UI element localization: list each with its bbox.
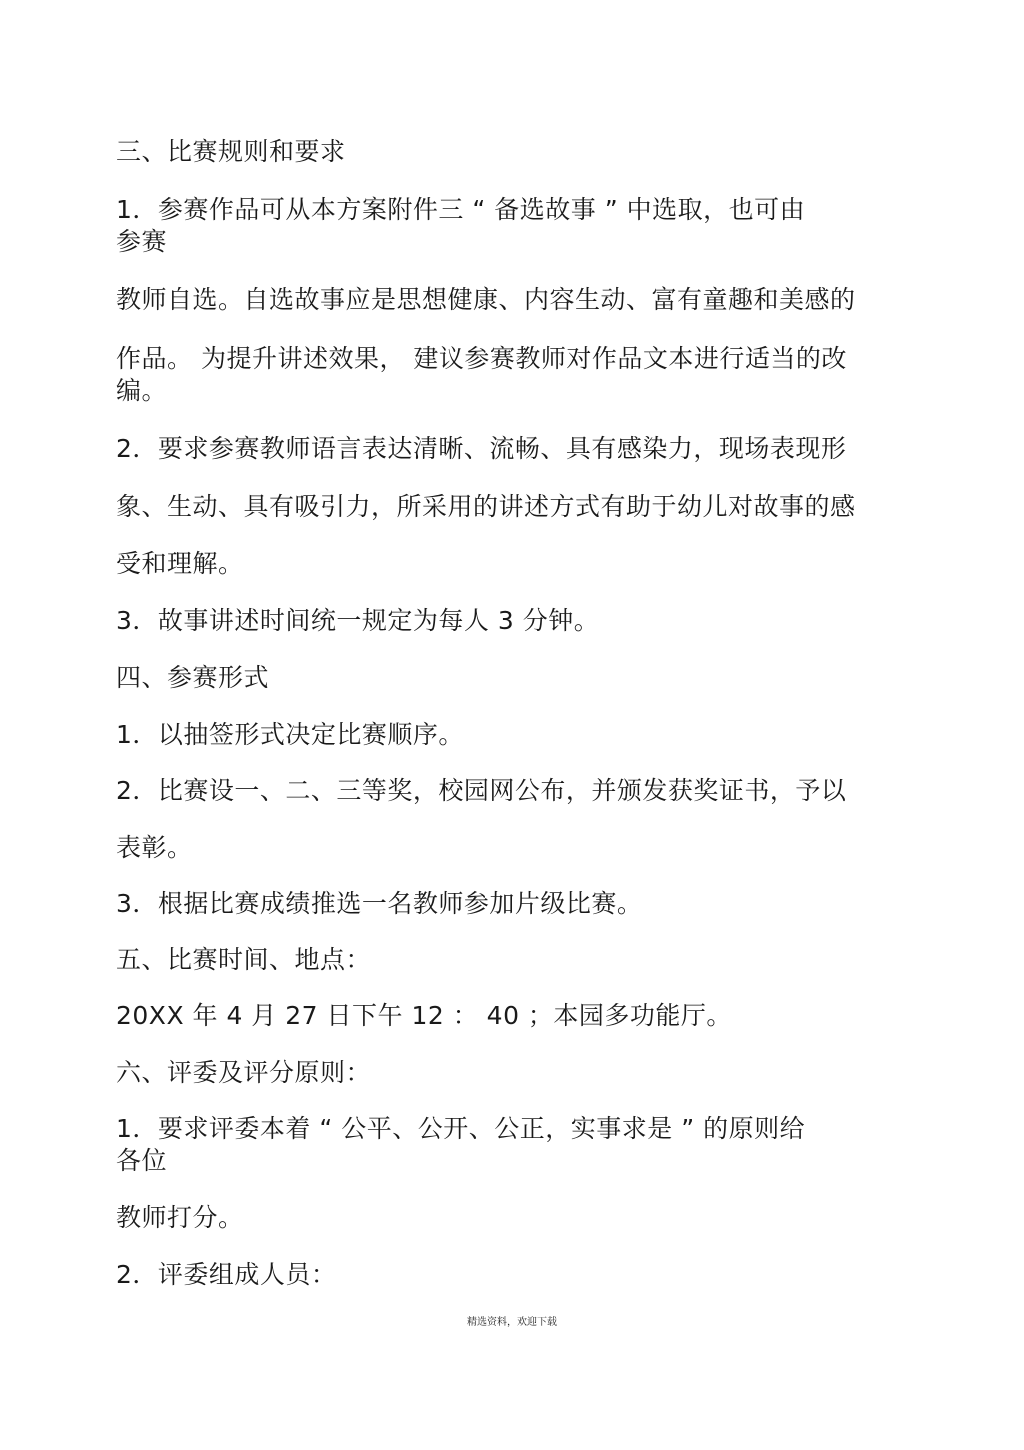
paragraph-line: 各位 — [116, 1146, 168, 1175]
paragraph-line: 3．故事讲述时间统一规定为每人 3 分钟。 — [116, 606, 600, 635]
paragraph-line: 教师自选。自选故事应是思想健康、内容生动、富有童趣和美感的 — [116, 285, 856, 314]
section-heading-judges: 六、评委及评分原则： — [116, 1058, 372, 1087]
paragraph-line: 1．以抽签形式决定比赛顺序。 — [116, 720, 464, 749]
paragraph-line: 2．要求参赛教师语言表达清晰、流畅、具有感染力，现场表现形 — [116, 434, 847, 463]
paragraph-line: 1．参赛作品可从本方案附件三 “ 备选故事 ” 中选取，也可由 — [116, 195, 806, 224]
section-heading-time-place: 五、比赛时间、地点： — [116, 945, 372, 974]
paragraph-line: 编。 — [116, 376, 168, 405]
section-heading-format: 四、参赛形式 — [116, 663, 270, 692]
section-heading-rules: 三、比赛规则和要求 — [116, 137, 346, 166]
paragraph-line: 3．根据比赛成绩推选一名教师参加片级比赛。 — [116, 889, 643, 918]
paragraph-line: 20XX 年 4 月 27 日下午 12 ： 40 ；本园多功能厅。 — [116, 1001, 732, 1030]
paragraph-line: 象、生动、具有吸引力，所采用的讲述方式有助于幼儿对故事的感 — [116, 492, 856, 521]
paragraph-line: 2．比赛设一、二、三等奖，校园网公布，并颁发获奖证书，予以 — [116, 776, 847, 805]
paragraph-line: 1．要求评委本着 “ 公平、公开、公正，实事求是 ” 的原则给 — [116, 1114, 806, 1143]
paragraph-line: 教师打分。 — [116, 1203, 244, 1232]
paragraph-line: 受和理解。 — [116, 549, 244, 578]
page-footer: 精选资料，欢迎下载 — [467, 1317, 557, 1328]
paragraph-line: 参赛 — [116, 227, 168, 256]
paragraph-line: 表彰。 — [116, 833, 193, 862]
paragraph-line: 作品。 为提升讲述效果， 建议参赛教师对作品文本进行适当的改 — [116, 344, 847, 373]
paragraph-line: 2．评委组成人员： — [116, 1260, 337, 1289]
